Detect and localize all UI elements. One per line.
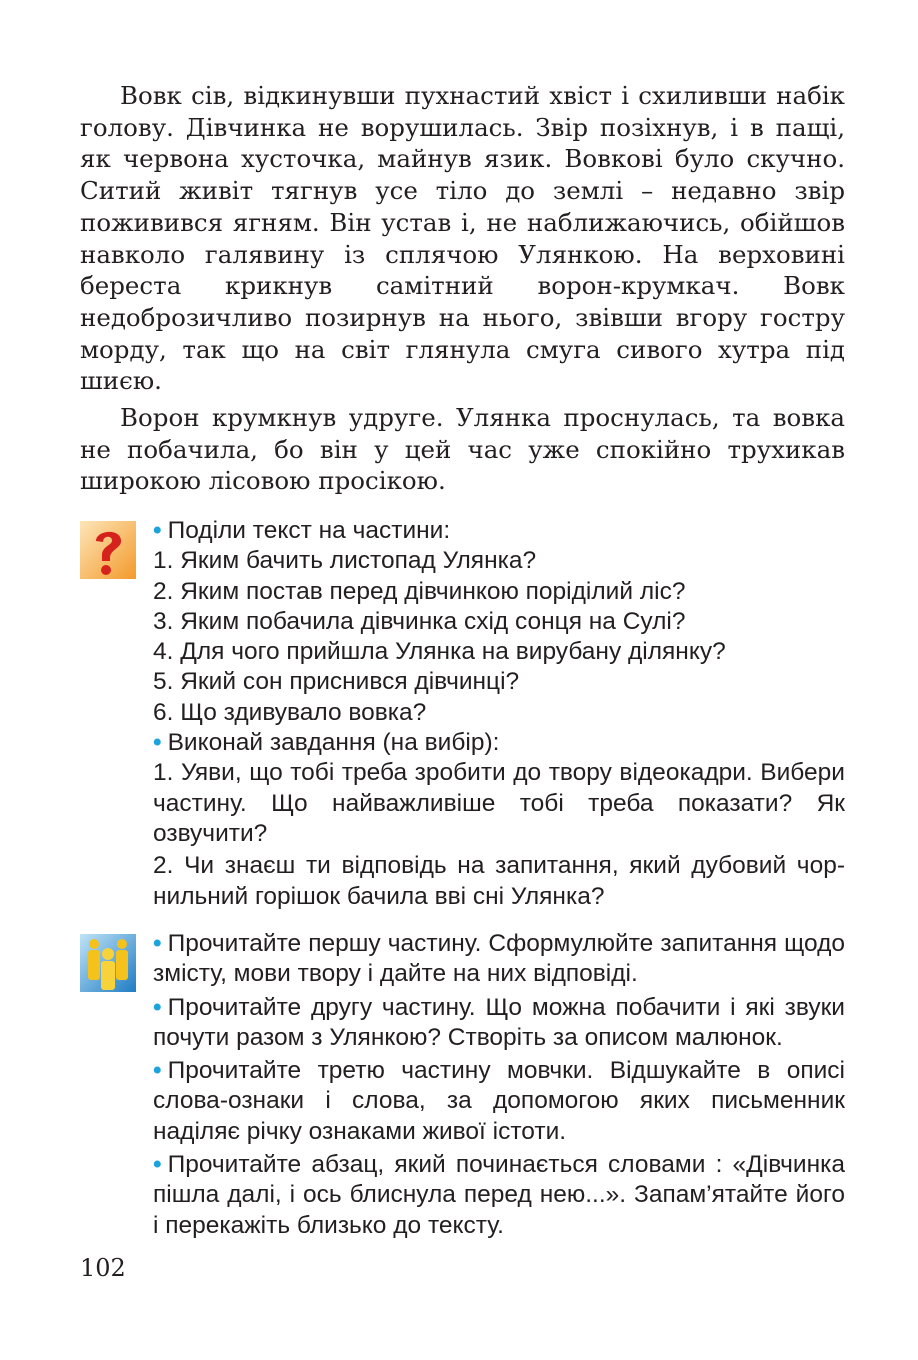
question-mark-icon (80, 521, 136, 579)
question-item: 4. Для чого прийшла Улянка на вирубану ділянку? (153, 638, 726, 666)
question-item: 6. Що здивувало вовка? (153, 698, 427, 726)
bullet-icon: • (153, 729, 162, 757)
question-item: 3. Яким побачила дівчинка схід сонця на Сулі? (153, 607, 686, 635)
question-intro: • Поділи текст на частини: (153, 517, 451, 544)
story-paragraph: Вовк сів, відкинувши пухнастий хвіст і схиливши набік голову. Дівчинка не ворушилась. Звір позіхнув, і в пащі, як червона хусточка, майнув язик. Вовкові було скучно. Ситий живіт тягнув усе тіло до землі – недавно звір поживився ягням. Він устав і, не наближаючись, обійшов навколо галявину із сплячою Улянкою. На верховині береста крикнув самітний ворон-крумкач. Вовк недоброзичливо позирнув на нього, звівши вгору гостру морду, так що на світ глянула смуга сивого хутра під шиєю. (80, 81, 845, 396)
group-tasks-block (153, 929, 845, 1244)
page-number: 102 (80, 1254, 126, 1282)
questions-block (153, 516, 845, 914)
question-item: 2. Яким постав перед дівчинкою порідiлий ліс? (153, 577, 686, 605)
group-work-icon (80, 934, 136, 992)
group-task-item: • Прочитайте абзац, який починається словами : «Дівчинка пішла далі, і ось блиснула перед нею...». Запам’ятайте його і перекажіть близько до тексту. (153, 1151, 845, 1239)
bullet-icon: • (153, 930, 162, 957)
task-title: • Виконай завдання (на вибір): (153, 729, 500, 757)
bullet-icon: • (153, 1151, 162, 1179)
question-item: 1. Яким бачить листопад Улянка? (153, 547, 537, 575)
question-item: 5. Який сон приснився дівчинці? (153, 668, 520, 696)
bullet-icon: • (153, 993, 162, 1021)
group-task-item: • Прочитайте третю частину мовчки. Відшукайте в описі слова-ознаки і слова, за допомогою яких письменник наділяє річку ознаками живої істоти. (153, 1057, 845, 1145)
group-task-item: • Прочитайте другу частину. Що можна побачити і які звуки почути разом з Улянкою? Створіть за описом малюнок. (153, 993, 845, 1051)
task-item: 1. Уяви, що тобі треба зробити до твору відеокадри. Вибери частину. Що найважливіше тобі треба показати? Як озвучити? (153, 759, 845, 847)
story-paragraph: Ворон крумкнув удруге. Улянка проснулась, та вовка не побачила, бо він у цей час уже спокійно трухикав широкою лісовою просікою. (80, 403, 845, 496)
group-task-item: • Прочитайте першу частину. Сформулюйте запитання щодо змісту, мови твору і дайте на них відповіді. (153, 930, 845, 988)
task-item: 2. Чи знаєш ти відповідь на запитання, який дубовий чорнильний горішок бачила вві сні Улянка? (153, 852, 845, 910)
bullet-icon: • (153, 517, 162, 544)
story-text (80, 80, 845, 502)
bullet-icon: • (153, 1057, 162, 1085)
